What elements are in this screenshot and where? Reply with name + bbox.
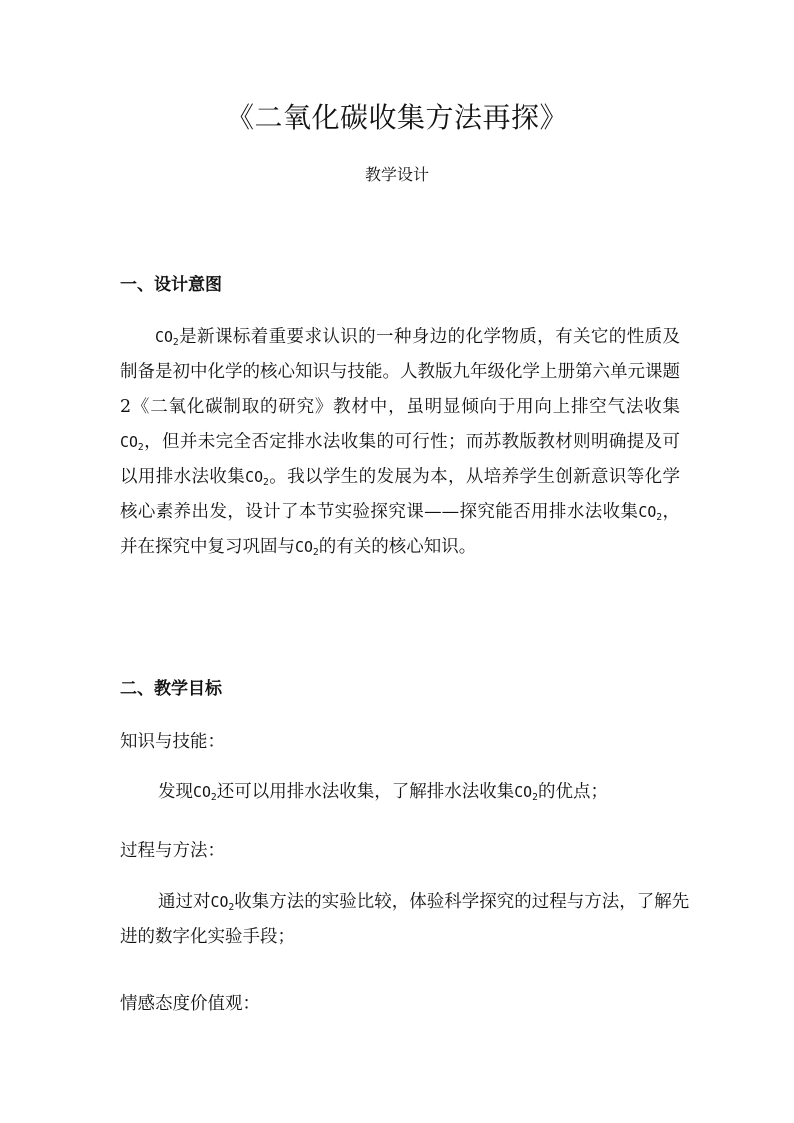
paragraph-text: 是新课标着重要求认识的一种身边的化学物质，有关它的性质及制备是初中化学的核心知识与技能。人教版九年级化学上册第六单元课题2《二氧化碳制取的研究》教材中，虽明显倾向于用向上排空气法收集 (120, 327, 680, 417)
goal-label-emotion: 情感态度价值观： (120, 994, 260, 1014)
co2-formula: $CO_2$ (295, 538, 319, 558)
goal-label-process: 过程与方法： (120, 841, 225, 861)
paragraph-text: ，但并未完全否定排水法收集的可行性；而苏教版教材则明确提及可以用排水法收集 (120, 432, 680, 487)
co2-formula: $CO_2$ (514, 783, 538, 803)
section-heading-design-intent: 一、设计意图 (120, 275, 222, 295)
goal-knowledge-text: 发现$CO_2$还可以用排水法收集，了解排水法收集$CO_2$的优点； (158, 782, 608, 803)
paragraph-text: ，并在探究中复习巩固与 (120, 502, 680, 557)
design-intent-paragraph (120, 320, 680, 565)
section-heading-teaching-goals: 二、教学目标 (120, 679, 222, 699)
co2-formula: $CO_2$ (210, 893, 235, 913)
co2-formula: $CO_2$ (155, 328, 179, 348)
co2-formula: $CO_2$ (638, 503, 663, 523)
document-title: 《二氧化碳收集方法再探》 (225, 101, 568, 134)
document-subtitle: 教学设计 (364, 165, 429, 184)
paragraph-text: 。我以学生的发展为本，从培养学生创新意识等化学核心素养出发，设计了本节实验探究课——探究能否用排水法收集 (120, 467, 681, 522)
co2-formula: $CO_2$ (193, 783, 217, 803)
co2-formula: $CO_2$ (245, 468, 269, 488)
goal-process-text: 通过对$CO_2$收集方法的实验比较，体验科学探究的过程与方法，了解先进的数字化实验手段； (120, 892, 690, 947)
goal-label-knowledge: 知识与技能： (120, 732, 225, 752)
paragraph-text: 的有关的核心知识。 (318, 537, 477, 557)
co2-formula: $CO_2$ (120, 433, 144, 453)
